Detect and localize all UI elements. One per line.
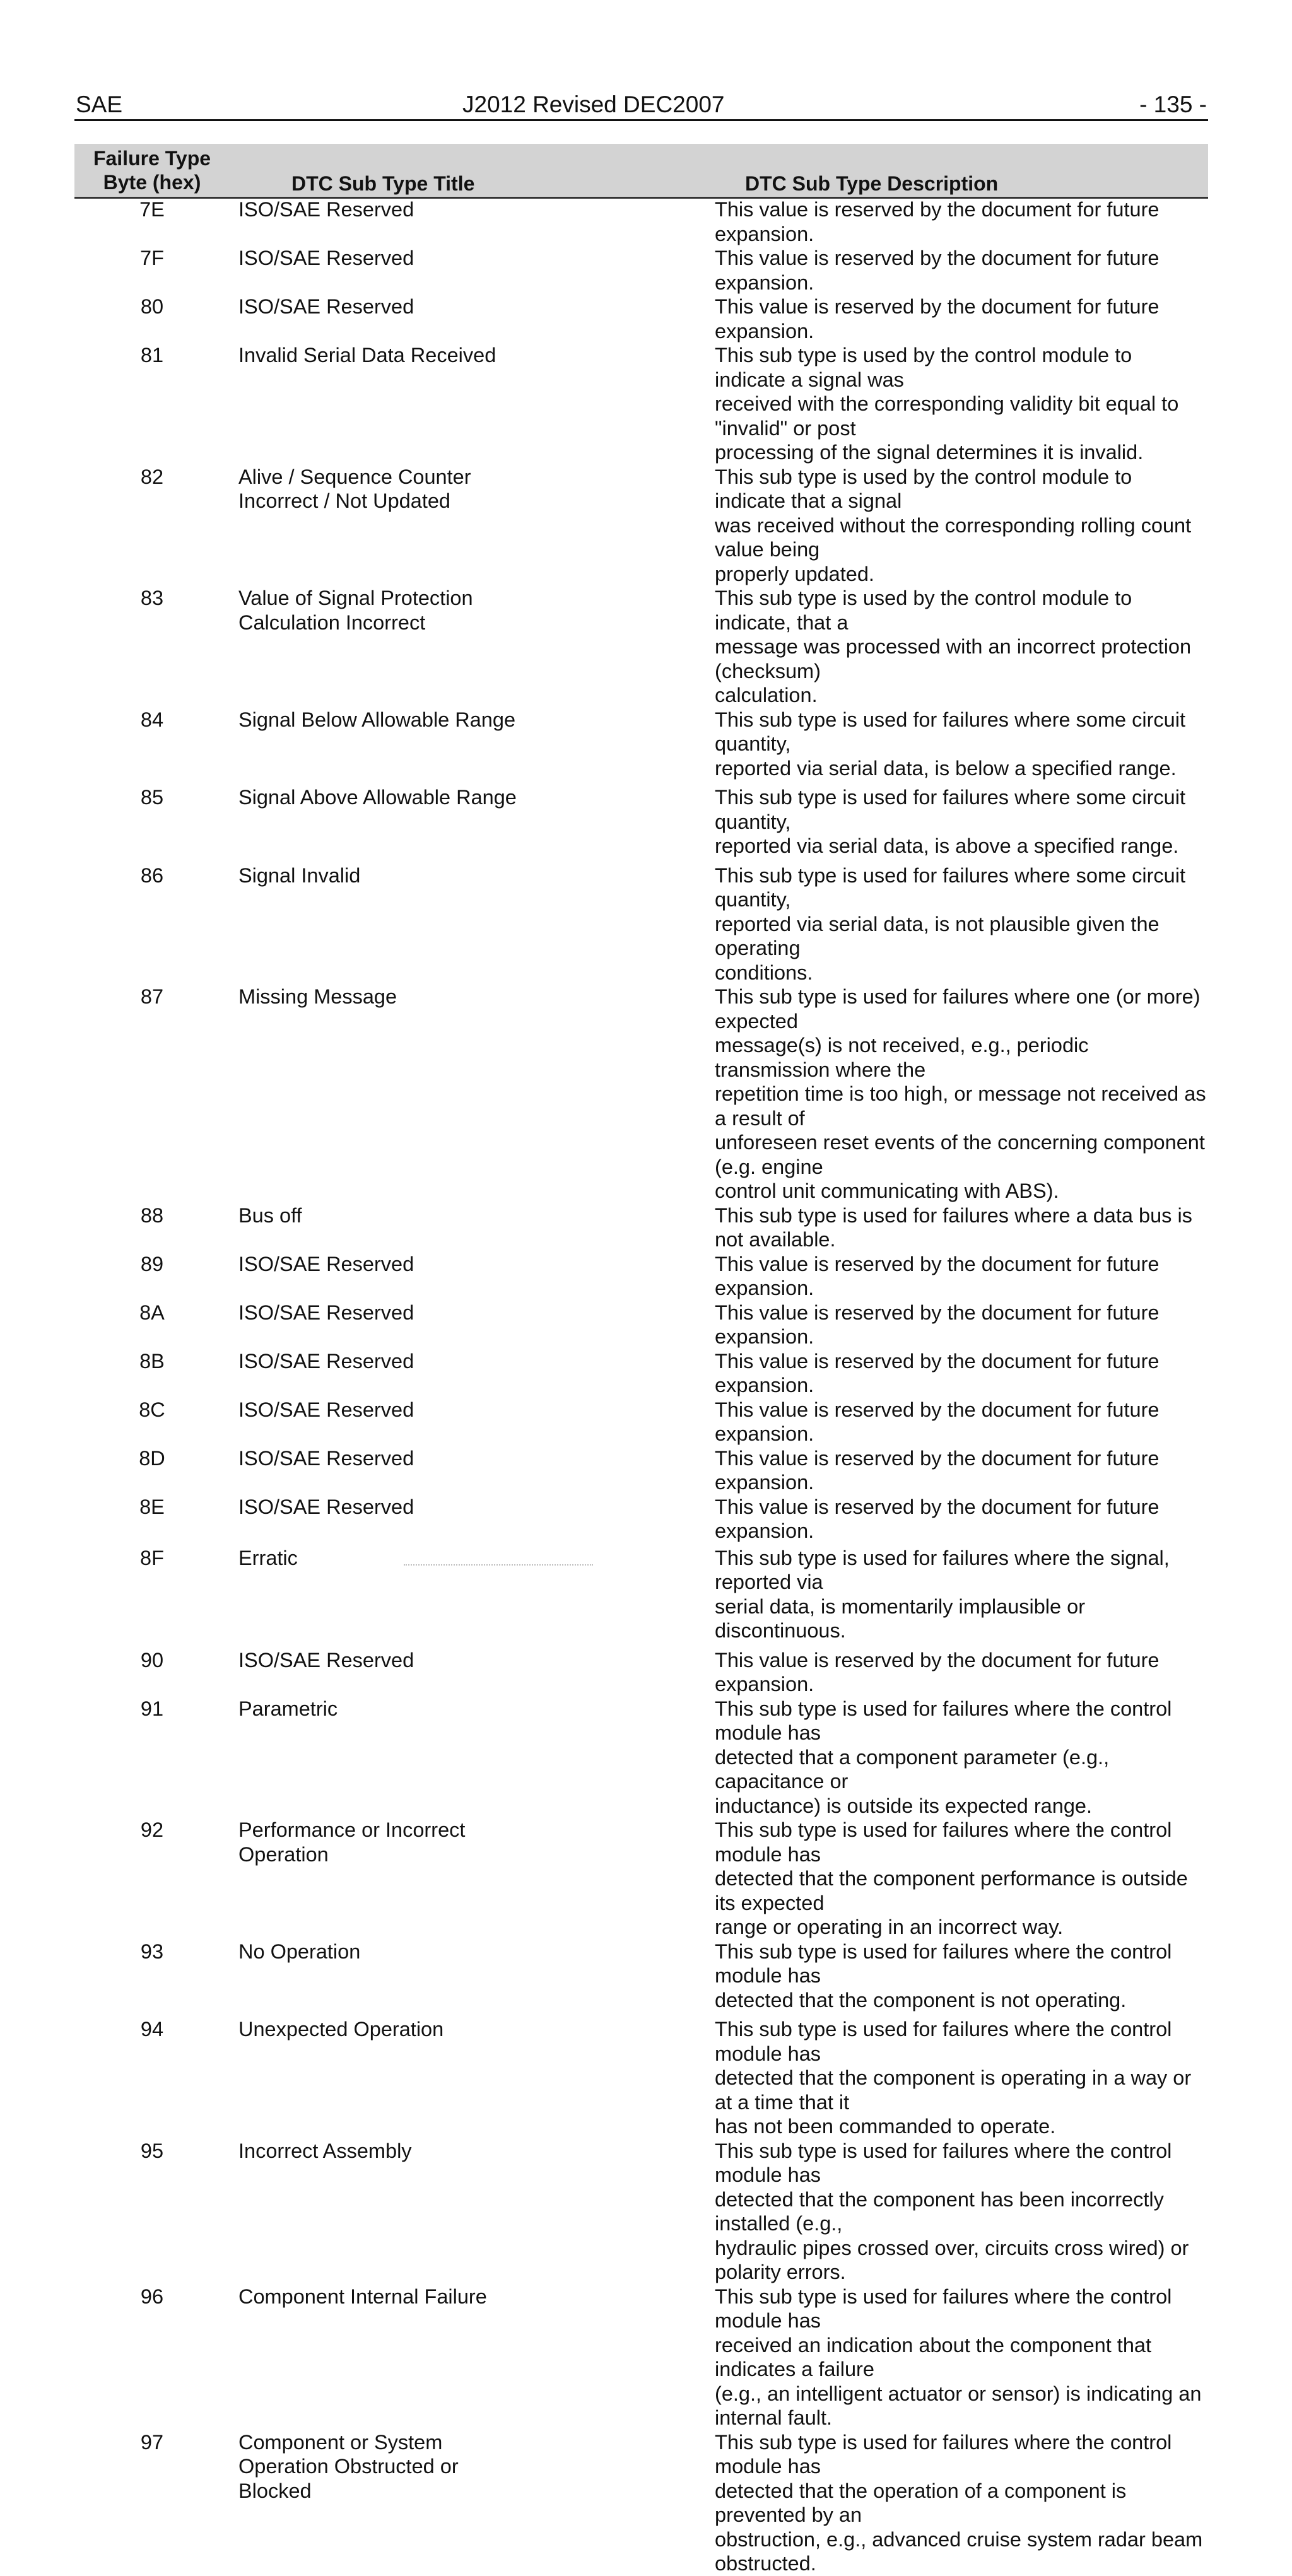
cell-description: This sub type is used for failures where one (or more) expected message(s) is not received, e.g., periodic transmission where the repetition time is too high, or message not received as a result of unforeseen reset events of the concerning component (e.g. engine control unit communicating with ABS). [715,985,1206,1202]
cell-code: 88 [140,1203,164,1227]
cell-description: This sub type is used for failures where some circuit quantity, reported via serial data, is below a specified range. [715,708,1185,780]
cell-description: This sub type is used for failures where a data bus is not available. [715,1203,1192,1251]
cell-title: ISO/SAE Reserved [238,1648,414,1671]
cell-title: Component or System Operation Obstructed or Blocked [238,2430,459,2502]
page-header [74,90,1208,121]
cell-description: This value is reserved by the document for future expansion. [715,1648,1160,1695]
table-row [74,708,1208,781]
cell-title: Parametric [238,1697,338,1720]
cell-description: This value is reserved by the document for future expansion. [715,1495,1160,1542]
cell-description: This sub type is used by the control module to indicate that a signal was received without the corresponding rolling count value being properly updated. [715,465,1192,585]
table-row [74,785,1208,858]
table-row [74,295,1208,343]
cell-code: 85 [140,786,164,809]
cell-title: Component Internal Failure [238,2285,487,2308]
cell-code: 87 [140,985,164,1008]
table-row [74,1203,1208,1252]
cell-description: This sub type is used by the control module to indicate a signal was received with the corresponding validity bit equal to "invalid" or post processing of the signal determines it is invalid. [715,344,1179,464]
cell-title: Alive / Sequence Counter Incorrect / Not Updated [238,465,471,512]
cell-description: This sub type is used for failures where the signal, reported via serial data, is momentarily implausible or discontinuous. [715,1546,1170,1642]
table-row [74,2285,1208,2430]
cell-title: ISO/SAE Reserved [238,1301,414,1324]
cell-title: ISO/SAE Reserved [238,247,414,269]
cell-code: 80 [140,295,164,318]
cell-description: This sub type is used for failures where some circuit quantity, reported via serial data, is not plausible given the operating conditions. [715,864,1185,984]
cell-description: This value is reserved by the document for future expansion. [715,1349,1160,1396]
cell-code: 84 [140,708,164,731]
cell-code: 82 [140,465,164,488]
table-row [74,1697,1208,1818]
cell-code: 7E [139,198,165,221]
footer-dots [404,1564,593,1568]
cell-description: This value is reserved by the document for future expansion. [715,247,1160,294]
cell-description: This value is reserved by the document for future expansion. [715,1446,1160,1494]
cell-title: ISO/SAE Reserved [238,1349,414,1373]
cell-title: No Operation [238,1940,361,1963]
header-title: J2012 Revised DEC2007 [462,91,725,117]
cell-code: 81 [140,344,164,366]
cell-description: This sub type is used for failures where some circuit quantity, reported via serial data, is above a specified range. [715,786,1185,857]
cell-title: Incorrect Assembly [238,2139,412,2162]
cell-code: 8A [139,1301,165,1324]
column-header-title: DTC Sub Type Title [291,172,475,195]
cell-title: ISO/SAE Reserved [238,295,414,318]
table-row [74,1446,1208,1495]
cell-title: Missing Message [238,985,397,1008]
cell-title: Unexpected Operation [238,2018,444,2040]
table-row [74,1818,1208,1940]
table-row [74,2430,1208,2576]
table-row [74,985,1208,1203]
cell-description: This sub type is used for failures where the control module has detected that the component performance is outside its expected range or operating in an incorrect way. [715,1818,1188,1938]
cell-description: This sub type is used for failures where the control module has received an indication about the component that indicates a failure (e.g., an intelligent actuator or sensor) is indicating an internal fault. [715,2285,1202,2429]
cell-title: Signal Below Allowable Range [238,708,516,731]
cell-title: ISO/SAE Reserved [238,1252,414,1275]
table-row [74,1301,1208,1349]
cell-code: 93 [140,1940,164,1963]
cell-description: This value is reserved by the document for future expansion. [715,1398,1160,1445]
cell-code: 95 [140,2139,164,2162]
table-row [74,343,1208,465]
cell-code: 90 [140,1648,164,1671]
cell-title: Signal Invalid [238,864,361,887]
cell-title: Signal Above Allowable Range [238,786,517,809]
cell-title: ISO/SAE Reserved [238,198,414,221]
cell-description: This sub type is used for failures where the control module has detected that a component parameter (e.g., capacitance or inductance) is outside its expected range. [715,1697,1172,1817]
cell-title: Value of Signal Protection Calculation Incorrect [238,587,473,634]
cell-code: 97 [140,2430,164,2454]
cell-code: 8E [139,1495,165,1518]
cell-code: 94 [140,2018,164,2040]
cell-code: 91 [140,1697,164,1720]
cell-code: 7F [140,247,164,269]
table-row [74,1349,1208,1398]
cell-description: This sub type is used by the control module to indicate, that a message was processed with an incorrect protection (checksum) calculation. [715,587,1192,706]
table-header [74,144,1208,199]
cell-title: ISO/SAE Reserved [238,1495,414,1518]
cell-description: This value is reserved by the document for future expansion. [715,1301,1160,1348]
cell-code: 86 [140,864,164,887]
cell-title: ISO/SAE Reserved [238,1446,414,1470]
cell-description: This sub type is used for failures where the control module has detected that the operation of a component is prevented by an obstruction, e.g., advanced cruise system radar beam obstructed. [715,2430,1203,2575]
cell-code: 8F [140,1546,164,1569]
table-row [74,2017,1208,2139]
header-left: SAE [76,91,123,117]
cell-code: 96 [140,2285,164,2308]
cell-description: This sub type is used for failures where the control module has detected that the component is not operating. [715,1940,1172,2011]
cell-description: This value is reserved by the document for future expansion. [715,198,1160,245]
column-header-code: Failure Type Byte (hex) [93,147,211,194]
cell-description: This sub type is used for failures where the control module has detected that the component has been incorrectly installed (e.g., hydraulic pipes crossed over, circuits cross wired) or polarity errors. [715,2139,1189,2283]
table-row [74,1495,1208,1543]
cell-code: 83 [140,587,164,609]
cell-code: 8B [139,1349,165,1373]
table-row [74,1940,1208,2013]
table-row [74,1546,1208,1643]
page-number: - 135 - [1139,91,1207,117]
table-row [74,197,1208,246]
cell-code: 89 [140,1252,164,1275]
cell-description: This value is reserved by the document for future expansion. [715,1252,1160,1299]
table-row [74,465,1208,587]
table-row [74,1252,1208,1301]
table-row [74,1648,1208,1697]
cell-title: Performance or Incorrect Operation [238,1818,466,1866]
cell-description: This sub type is used for failures where the control module has detected that the component is operating in a way or at a time that it has not been commanded to operate. [715,2018,1192,2138]
table-row [74,864,1208,985]
table-body [74,197,1208,2576]
column-header-description: DTC Sub Type Description [745,172,999,195]
cell-code: 8C [139,1398,165,1421]
cell-title: ISO/SAE Reserved [238,1398,414,1421]
table-row [74,586,1208,708]
cell-title: Bus off [238,1203,302,1227]
table-row [74,2139,1208,2285]
cell-code: 8D [139,1446,165,1470]
table-row [74,1398,1208,1446]
cell-title: Invalid Serial Data Received [238,344,496,366]
cell-title: Erratic [238,1546,298,1569]
cell-code: 92 [140,1818,164,1841]
table-row [74,246,1208,295]
cell-description: This value is reserved by the document for future expansion. [715,295,1160,342]
